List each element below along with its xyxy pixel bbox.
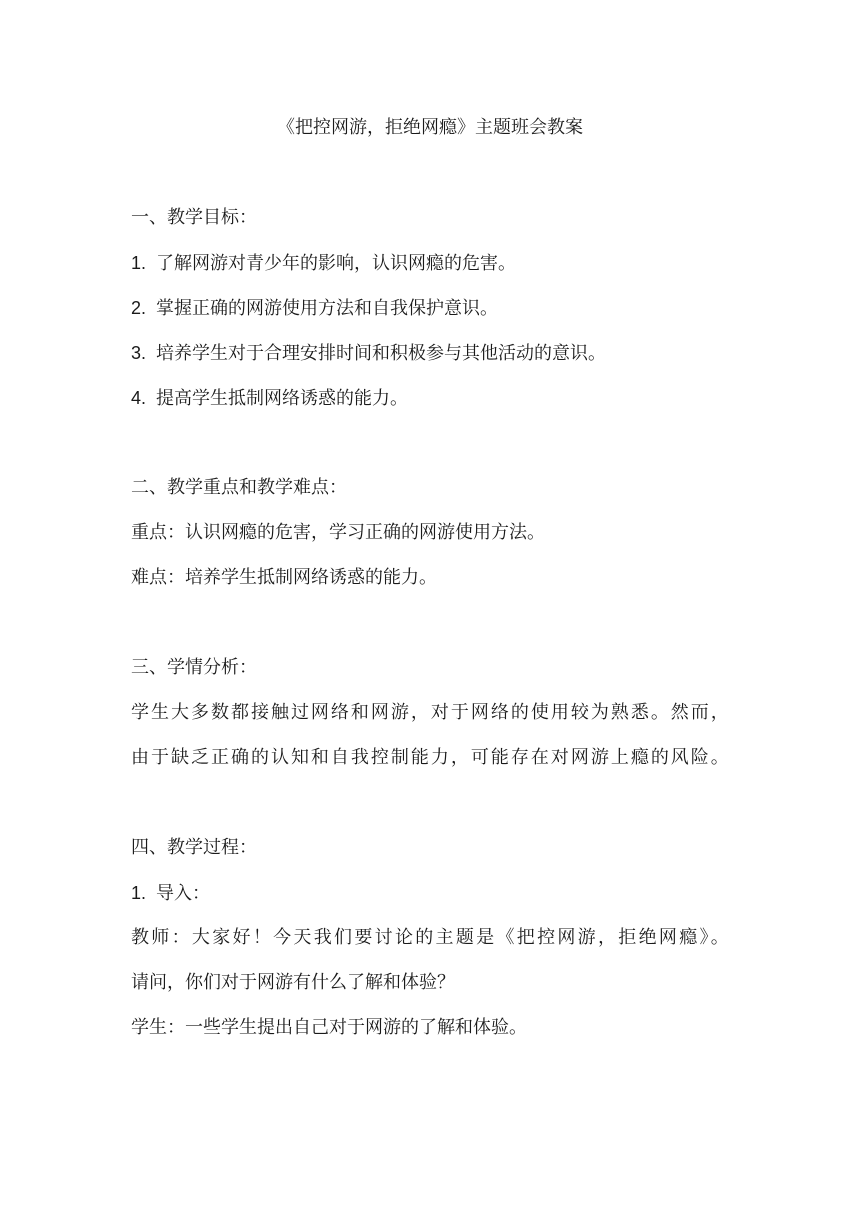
paragraph-line: 请问，你们对于网游有什么了解和体验？ — [131, 972, 455, 993]
section-heading-process: 四、教学过程： — [131, 837, 257, 858]
paragraph-line: 由于缺乏正确的认知和自我控制能力，可能存在对网游上瘾的风险。 — [131, 747, 729, 768]
paragraph-line: 教师：大家好！今天我们要讨论的主题是《把控网游，拒绝网瘾》。 — [131, 927, 729, 948]
list-text: 导入： — [156, 883, 211, 904]
paragraph-line: 重点：认识网瘾的危害，学习正确的网游使用方法。 — [131, 522, 545, 543]
list-number: 1. — [131, 253, 147, 273]
list-item — [131, 340, 606, 367]
paragraph-line: 难点：培养学生抵制网络诱惑的能力。 — [131, 567, 437, 588]
list-text: 掌握正确的网游使用方法和自我保护意识。 — [156, 298, 499, 319]
list-item — [131, 295, 498, 322]
section-heading-analysis: 三、学情分析： — [131, 657, 257, 678]
section-heading-objectives: 一、教学目标： — [131, 207, 257, 228]
document-title: 《把控网游，拒绝网瘾》主题班会教案 — [277, 117, 583, 138]
list-item — [131, 385, 408, 412]
list-item — [131, 880, 210, 907]
list-number: 2. — [131, 298, 147, 318]
list-number: 3. — [131, 343, 147, 363]
list-text: 了解网游对青少年的影响，认识网瘾的危害。 — [156, 253, 517, 274]
list-text: 提高学生抵制网络诱惑的能力。 — [156, 388, 409, 409]
list-text: 培养学生对于合理安排时间和积极参与其他活动的意识。 — [156, 343, 607, 364]
list-number: 1. — [131, 883, 147, 903]
section-heading-key-points: 二、教学重点和教学难点： — [131, 477, 347, 498]
list-number: 4. — [131, 388, 147, 408]
list-item — [131, 250, 516, 277]
paragraph-line: 学生大多数都接触过网络和网游，对于网络的使用较为熟悉。然而， — [131, 702, 729, 723]
paragraph-line: 学生：一些学生提出自己对于网游的了解和体验。 — [131, 1017, 527, 1038]
